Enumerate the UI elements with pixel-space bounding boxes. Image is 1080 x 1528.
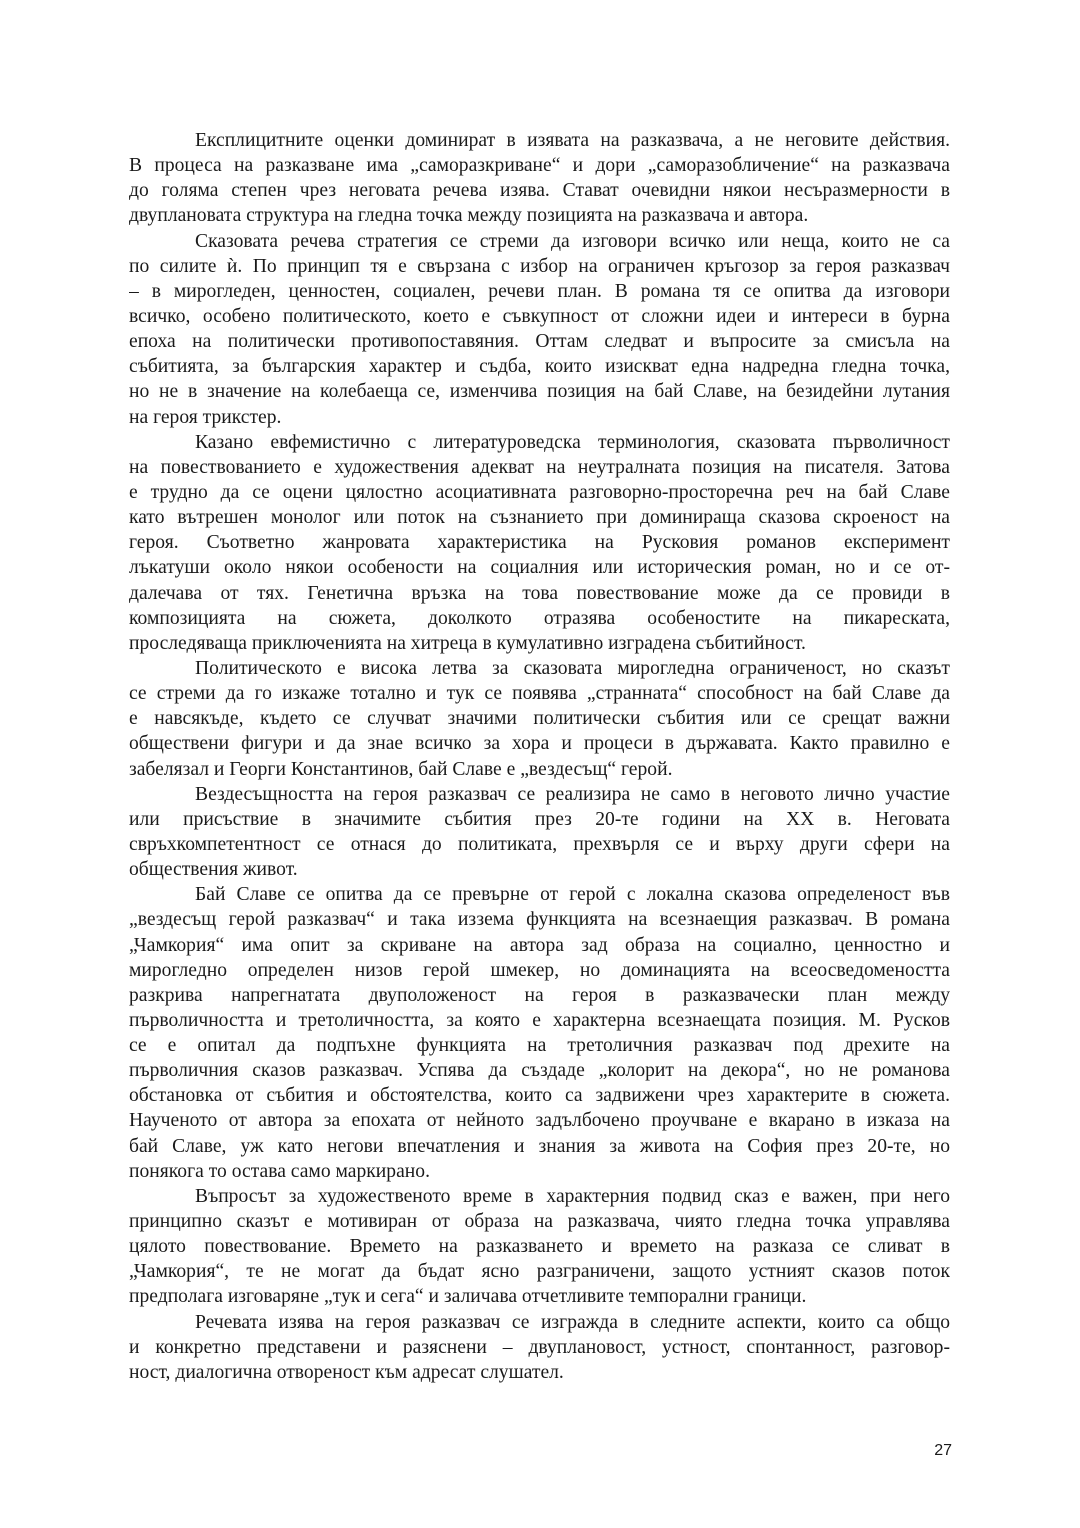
- text-line: ност, диалогична отвореност към адресат слушател.: [129, 1361, 564, 1383]
- text-line: композицията на сюжета, доколкото отразява особеностите на пикареската,: [129, 607, 950, 629]
- paragraph: [129, 430, 950, 656]
- paragraph: [129, 128, 950, 229]
- text-line: и конкретно представени и разяснени – двуплановост, устност, спонтанност, разговор-: [129, 1336, 950, 1358]
- text-line: мирогледно определен низов герой шмекер, но доминацията на всеосведомеността: [129, 959, 950, 981]
- text-line: но не в значение на колебаеща се, изменчива позиция на бай Славе, на безидейни лутания: [129, 381, 950, 403]
- text-line: Сказовата речева стратегия се стреми да изговори всичко или неща, които не са: [195, 230, 950, 252]
- text-line: бай Славе, уж като негови впечатления и знания за живота на София през 20-те, но: [129, 1135, 950, 1157]
- text-line: Политическото е висока летва за сказовата мирогледна ограниченост, но сказът: [195, 657, 950, 679]
- text-line: първоличността и третоличността, за която е характерна всезнаещата позиция. М. Русков: [129, 1009, 950, 1031]
- page-number: 27: [934, 1442, 952, 1459]
- text-line: В процеса на разказване има „саморазкриване“ и дори „саморазобличение“ на разказвача: [129, 155, 950, 177]
- text-line: е навсякъде, където се случват значими политически събития или се срещат важни: [129, 708, 950, 730]
- text-line: цялото повествование. Времето на разказването и времето на разказа се сливат в: [129, 1236, 950, 1258]
- text-line: обществения живот.: [129, 859, 298, 881]
- text-line: проследяваща приключенията на хитреца в кумулативно изградена събитийност.: [129, 632, 806, 654]
- text-line: понякога то остава само маркирано.: [129, 1160, 430, 1182]
- text-line: далечава от тях. Генетична връзка на това повествование може да се провиди в: [129, 582, 950, 604]
- text-line: Въпросът за художественото време в характерния подвид сказ е важен, при него: [195, 1185, 950, 1207]
- text-line: събитията, за българския характер и съдба, които изискват една надредна гледна точка,: [129, 356, 950, 378]
- text-line: – в мирогледен, ценностен, социален, речеви план. В романа тя се опитва да изговори: [129, 280, 950, 302]
- paragraph: [129, 782, 950, 883]
- paragraph: [129, 1184, 950, 1310]
- text-line: Експлицитните оценки доминират в изявата на разказвача, а не неговите действия.: [195, 130, 950, 151]
- text-line: „Чамкория“ има опит за скриване на автора зад образа на социално, ценностно и: [129, 934, 950, 956]
- text-line: свръхкомпетентност се отнася до политиката, прехвърля се и върху други сфери на: [129, 833, 950, 855]
- text-line: героя. Съответно жанровата характеристика на Русковия романов експеримент: [129, 532, 950, 554]
- text-line: първоличния сказов разказвач. Успява да създаде „колорит на декора“, но не романова: [129, 1060, 950, 1082]
- text-line: всичко, особено политическото, което е съвкупност от сложни идеи и интереси в бурна: [129, 305, 950, 327]
- body-text: [129, 128, 950, 1385]
- text-line: обществени фигури и да знае всичко за хора и процеси в държавата. Както правилно е: [129, 733, 950, 755]
- text-line: „вездесъщ герой разказвач“ и така изземa функцията на всезнаещия разказвач. В романа: [129, 909, 950, 931]
- text-line: се е опитал да подпъхне функцията на третоличния разказвач под дрехите на: [129, 1035, 950, 1057]
- paragraph: [129, 656, 950, 782]
- text-line: „Чамкория“, те не могат да бъдат ясно разграничени, защото устният сказов поток: [129, 1261, 950, 1283]
- paragraph: [129, 1310, 950, 1385]
- text-line: е трудно да се оцени цялостно асоциативната разговорно-просторечна реч на бай Славе: [129, 481, 950, 503]
- text-line: принципно сказът е мотивиран от образа на разказвача, чиято гледна точка управлява: [129, 1211, 950, 1233]
- text-line: на повествованието е художествения адекват на неутралната позиция на писателя. Затова: [129, 456, 950, 478]
- text-line: като вътрешен монолог или поток на съзнанието при доминираща сказова скроеност на: [129, 507, 950, 529]
- text-line: Наученото от автора за епохата от нейното задълбочено проучване е вкарано в изказа на: [129, 1110, 950, 1132]
- text-line: Вездесъщността на героя разказвач се реализира не само в неговото лично участие: [195, 783, 950, 805]
- text-line: епоха на политически противопоставяния. Оттам следват и въпросите за смисъла на: [129, 331, 950, 353]
- text-line: Бай Славе се опитва да се превърне от герой с локална сказова определеност във: [195, 884, 950, 906]
- text-line: по силите ѝ. По принцип тя е свързана с избор на ограничен кръгозор за героя разказвач: [129, 255, 950, 277]
- paragraph: [129, 882, 950, 1184]
- text-line: двуплановата структура на гледна точка между позицията на разказвача и автора.: [129, 205, 809, 227]
- text-line: обстановка от събития и обстоятелства, които са задвижени чрез характерите в сюжета.: [129, 1085, 950, 1107]
- text-line: забелязал и Георги Константинов, бай Славе е „вездесъщ“ герой.: [129, 758, 673, 780]
- text-line: се стреми да го изкаже тотално и тук се появява „странната“ способност на бай Славе да: [129, 683, 950, 705]
- text-line: разкрива напрегнатата двуположеност на героя в разказвачески план между: [129, 984, 950, 1006]
- text-line: или присъствие в значимите събития през 20-те години на XX в. Неговата: [129, 808, 950, 830]
- text-line: на героя трикстер.: [129, 406, 282, 428]
- text-line: Казано евфемистично с литературоведска терминология, сказовата първоличност: [195, 431, 950, 453]
- text-line: предполага изговаряне „тук и сега“ и заличава отчетливите темпорални граници.: [129, 1286, 807, 1308]
- paragraph: [129, 229, 950, 430]
- text-line: до голяма степен чрез неговата речева изява. Стават очевидни някои несъразмерности в: [129, 180, 950, 202]
- text-line: лъкатуши около някои особености на социалния или историческия роман, но и се от-: [129, 557, 950, 579]
- text-line: Речевата изява на героя разказвач се изгражда в следните аспекти, които са общо: [195, 1311, 950, 1333]
